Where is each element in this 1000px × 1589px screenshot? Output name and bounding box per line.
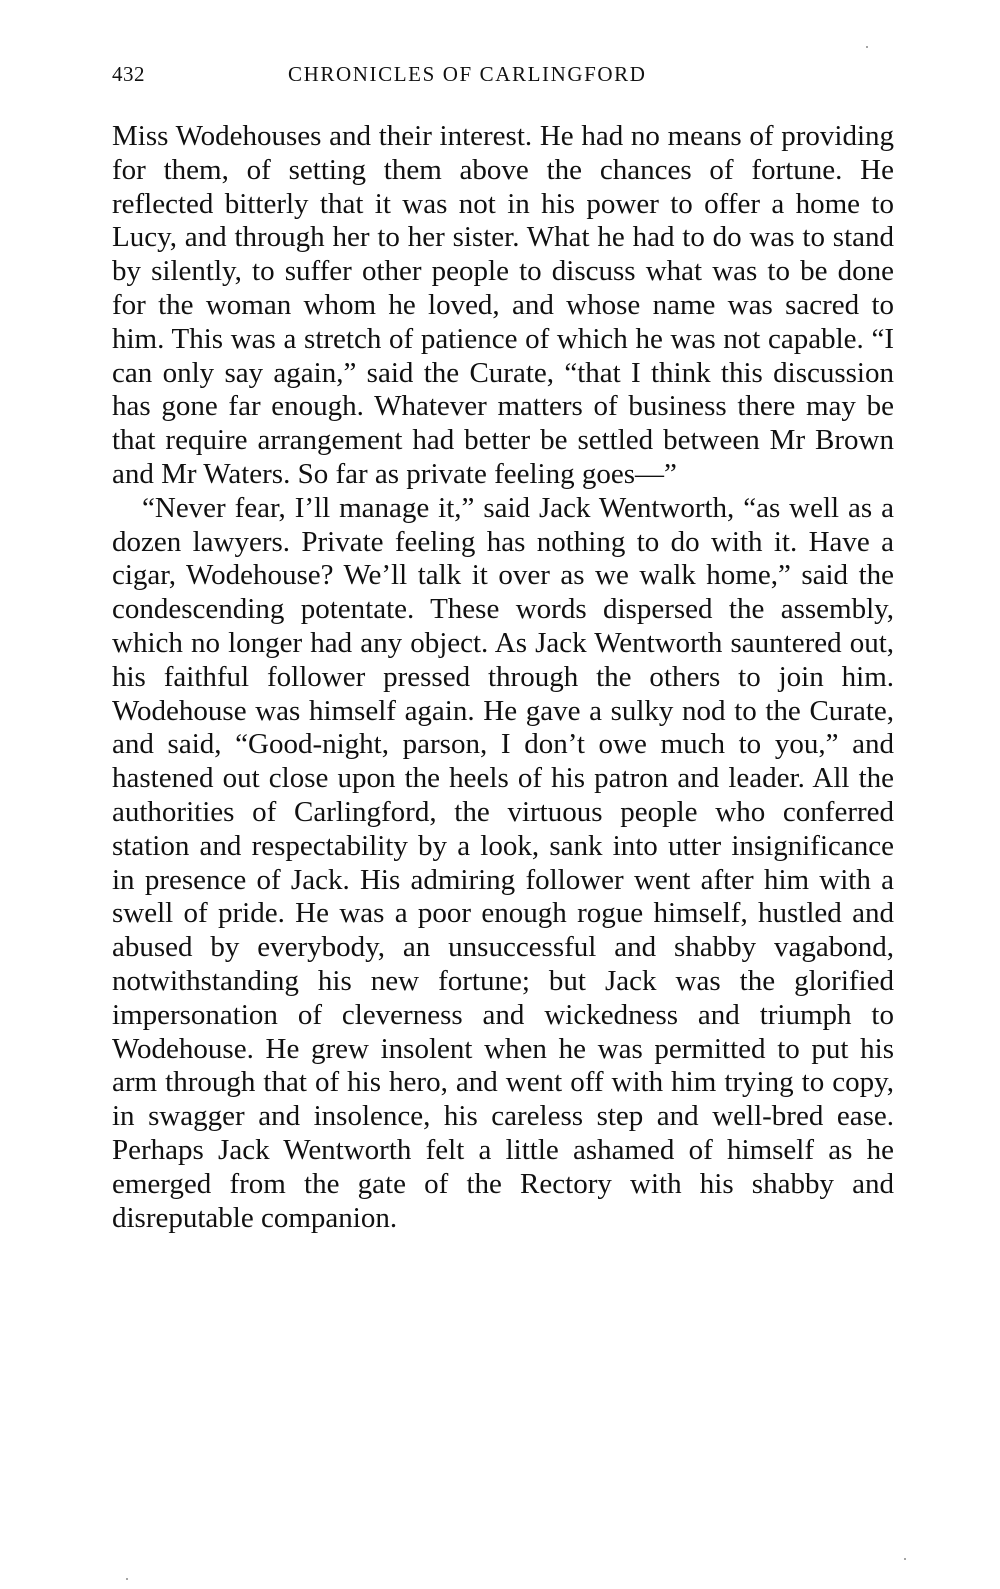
paragraph-continued: Miss Wodehouses and their interest. He had no means of providing for them, of setting them above the chances of fortune. He reflected bitterly that it was not in his power to offer a home to Lucy, and through her to her sister. What he had to do was to stand by silently, to suffer other people to discuss what was to be done for the woman whom he loved, and whose name was sacred to him. This was a stretch of patience of which he was not capable. “I can only say again,” said the Curate, “that I think this discussion has gone far enough. Whatever matters of business there may be that require arrangement had better be settled between Mr Brown and Mr Waters. So far as private feeling goes—” <box>112 120 894 490</box>
scan-speck <box>126 1578 128 1580</box>
running-title: CHRONICLES OF CARLINGFORD <box>288 62 647 86</box>
scan-speck <box>866 46 868 48</box>
paragraph: “Never fear, I’ll manage it,” said Jack Wentworth, “as well as a dozen lawyers. Private feeling has nothing to do with it. Have a cigar, Wodehouse? We’ll talk it over as we walk home,” said the condescending potentate. These words dispersed the assembly, which no longer had any object. As Jack Wentworth sauntered out, his faithful follower pressed through the others to join him. Wodehouse was himself again. He gave a sulky nod to the Curate, and said, “Good-night, parson, I don’t owe much to you,” and hastened out close upon the heels of his patron and leader. All the authorities of Carlingford, the virtuous people who conferred station and respectability by a look, sank into utter insignificance in presence of Jack. His admiring follower went after him with a swell of pride. He was a poor enough rogue himself, hustled and abused by everybody, an unsuccessful and shabby vagabond, notwithstanding his new fortune; but Jack was the glorified impersonation of cleverness and wickedness and triumph to Wodehouse. He grew insolent when he was permitted to put his arm through that of his hero, and went off with him trying to copy, in swagger and insolence, his careless step and well-bred ease. Perhaps Jack Wentworth felt a little ashamed of himself as he emerged from the gate of the Rectory with his shabby and disreputable companion. <box>112 491 894 1234</box>
running-head <box>112 62 894 94</box>
page-number: 432 <box>112 62 145 86</box>
scan-speck <box>904 1558 906 1560</box>
body-text <box>112 120 894 1235</box>
